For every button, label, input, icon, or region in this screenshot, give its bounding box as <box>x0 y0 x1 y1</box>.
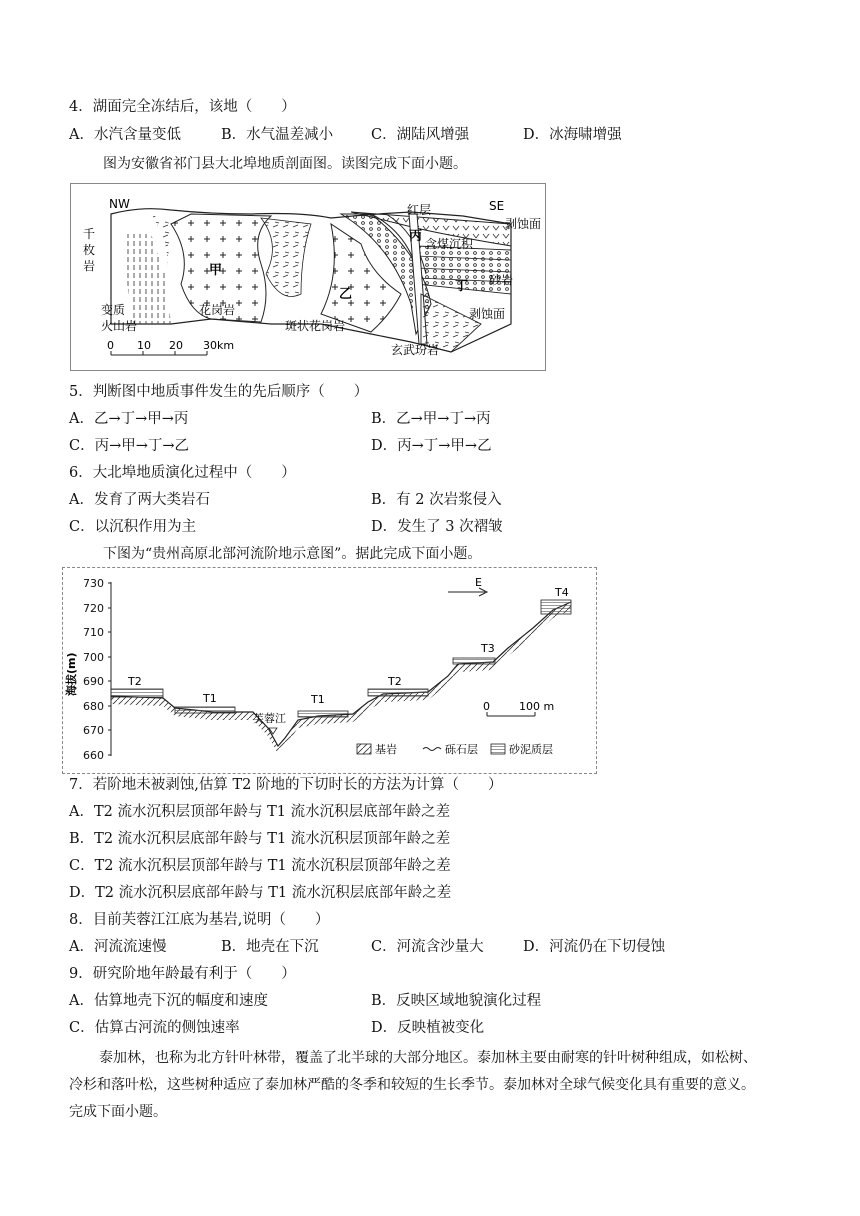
q8-option-a: A．河流流速慢 <box>69 939 167 955</box>
q6-option-a: A．发育了两大类岩石 <box>69 492 210 508</box>
label-basalt-porphyrite: 玄武玢岩 <box>391 343 440 357</box>
ytick-690: 690 <box>83 675 104 688</box>
q8-option-d: D．河流仍在下切侵蚀 <box>523 939 666 955</box>
taiga-line-3: 完成下面小题。 <box>69 1104 167 1120</box>
q8-option-c: C．河流含沙量大 <box>371 939 484 955</box>
legend-sand-mud: 砂泥质层 <box>509 743 553 756</box>
label-sandstone: 砂岩 <box>489 273 514 287</box>
label-metavolcanic-2: 火山岩 <box>101 319 138 333</box>
y-axis-label: 海拔(m) <box>65 652 78 696</box>
q9-option-d: D．反映植被变化 <box>371 1020 485 1036</box>
ytick-680: 680 <box>83 700 104 713</box>
label-metavolcanic-1: 变质 <box>101 303 126 317</box>
east-arrow-icon <box>448 588 487 596</box>
ytick-720: 720 <box>83 602 104 615</box>
label-ding: 丁 <box>455 279 469 294</box>
q4-option-d: D．冰海啸增强 <box>523 127 622 143</box>
q5-option-d: D．丙→丁→甲→乙 <box>371 438 492 454</box>
label-phyllite-2: 枚 <box>83 243 96 257</box>
q5-option-b: B．乙→甲→丁→丙 <box>371 411 491 427</box>
q6-option-c: C．以沉积作用为主 <box>69 519 197 535</box>
q5-option-a: A．乙→丁→甲→丙 <box>69 411 189 427</box>
label-porphyritic-granite: 斑状花岗岩 <box>285 319 346 333</box>
intro-geology: 图为安徽省祁门县大北埠地质剖面图。读图完成下面小题。 <box>103 156 467 172</box>
geology-profile-figure <box>70 183 546 371</box>
q4-option-c: C．湖陆风增强 <box>371 127 470 143</box>
taiga-line-2: 冷杉和落叶松，这些树种适应了泰加林严酷的冬季和较短的生长季节。泰加林对全球气候变化具有重要的意义。 <box>69 1077 755 1093</box>
label-jia: 甲 <box>209 263 223 278</box>
label-granite: 花岗岩 <box>199 303 236 317</box>
legend-bedrock-swatch <box>357 744 371 754</box>
ytick-660: 660 <box>83 749 104 762</box>
legend-gravel-swatch <box>423 748 441 751</box>
q7-stem: 7．若阶地未被剥蚀,估算 T2 阶地的下切时长的方法为计算（ ） <box>69 777 503 793</box>
label-phyllite-3: 岩 <box>83 259 96 273</box>
q8-stem: 8．目前芙蓉江江底为基岩,说明（ ） <box>69 912 330 928</box>
legend-bedrock: 基岩 <box>375 743 397 756</box>
q8-option-b: B．地壳在下沉 <box>221 939 319 955</box>
scale-0: 0 <box>107 339 114 352</box>
scale-100m: 100 m <box>519 700 555 713</box>
label-erosion-bottom: 剥蚀面 <box>469 307 506 321</box>
ytick-670: 670 <box>83 724 104 737</box>
q9-stem: 9．研究阶地年龄最有利于（ ） <box>69 966 296 982</box>
q4-option-a: A．水汽含量变低 <box>69 127 181 143</box>
terrace-t3: T3 <box>481 642 495 655</box>
q6-option-b: B．有 2 次岩浆侵入 <box>371 492 502 508</box>
q6-stem: 6．大北埠地质演化过程中（ ） <box>69 465 296 481</box>
q9-option-c: C．估算古河流的侧蚀速率 <box>69 1020 240 1036</box>
terrace-t4: T4 <box>555 586 569 599</box>
q4-option-b: B．水气温差减小 <box>221 127 334 143</box>
label-red-layer: 红层 <box>407 203 432 217</box>
legend-gravel: 砾石层 <box>445 743 478 756</box>
label-nw: NW <box>109 197 130 211</box>
q5-option-c: C．丙→甲→丁→乙 <box>69 438 190 454</box>
terrace-t1-right: T1 <box>311 693 325 706</box>
terrace-t2-left: T2 <box>128 675 142 688</box>
q5-stem: 5．判断图中地质事件发生的先后顺序（ ） <box>69 384 369 400</box>
east-label: E <box>475 576 482 589</box>
label-se: SE <box>489 199 505 213</box>
q7-option-b: B．T2 流水沉积层底部年龄与 T1 流水沉积层顶部年龄之差 <box>69 831 451 847</box>
scale-30km: 30km <box>203 339 235 352</box>
q6-option-d: D．发生了 3 次褶皱 <box>371 519 503 535</box>
legend-sand-mud-swatch <box>491 744 505 754</box>
label-yi: 乙 <box>339 287 353 302</box>
label-coal: 含煤沉积 <box>425 237 474 251</box>
ytick-730: 730 <box>83 577 104 590</box>
label-phyllite-1: 千 <box>83 227 96 241</box>
q7-option-c: C．T2 流水沉积层顶部年龄与 T1 流水沉积层顶部年龄之差 <box>69 858 451 874</box>
ytick-700: 700 <box>83 651 104 664</box>
intro-terrace: 下图为“贵州高原北部河流阶地示意图”。据此完成下面小题。 <box>103 546 482 562</box>
q9-option-b: B．反映区域地貌演化过程 <box>371 993 542 1009</box>
q7-option-d: D．T2 流水沉积层底部年龄与 T1 流水沉积层底部年龄之差 <box>69 885 452 901</box>
ytick-710: 710 <box>83 626 104 639</box>
q4-stem: 4．湖面完全冻结后，该地（ ） <box>69 99 296 115</box>
label-erosion-top: 剥蚀面 <box>505 217 542 231</box>
scale-10: 10 <box>137 339 151 352</box>
q7-option-a: A．T2 流水沉积层顶部年龄与 T1 流水沉积层底部年龄之差 <box>69 804 451 820</box>
scale-20: 20 <box>169 339 183 352</box>
terrace-t2-right: T2 <box>388 675 402 688</box>
scale-0: 0 <box>483 700 490 713</box>
taiga-line-1: 泰加林，也称为北方针叶林带，覆盖了北半球的大部分地区。泰加林主要由耐寒的针叶树种组成，如松树、 <box>99 1050 757 1066</box>
label-bing: 丙 <box>409 229 423 244</box>
terrace-t1-left: T1 <box>203 692 217 705</box>
river-terrace-figure <box>62 567 597 774</box>
river-label: 芙蓉江 <box>253 712 286 725</box>
q9-option-a: A．估算地壳下沉的幅度和速度 <box>69 993 268 1009</box>
taiga-paragraph <box>69 1045 793 1126</box>
